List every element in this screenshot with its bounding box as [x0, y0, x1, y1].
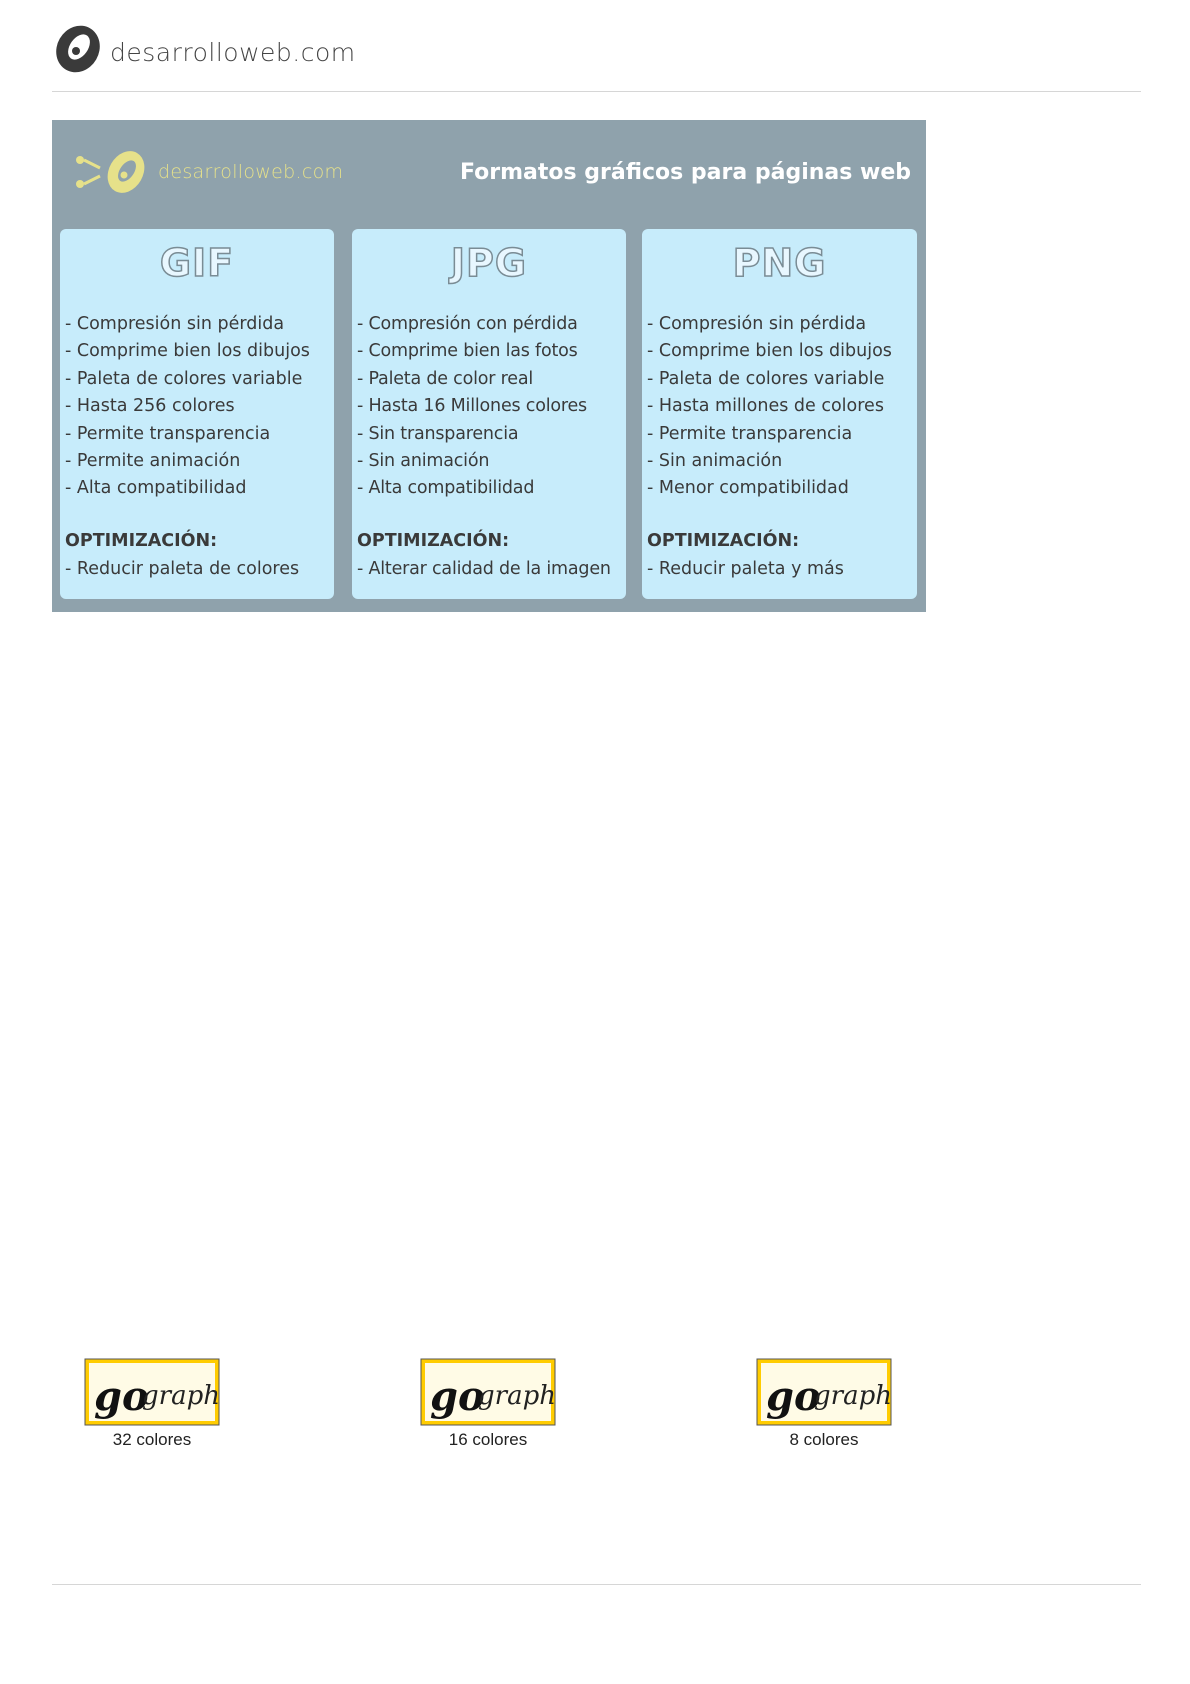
sample-32-colors [84, 1358, 220, 1450]
feature-item: - Hasta millones de colores [647, 396, 884, 417]
formats-infographic [52, 120, 926, 612]
panel-title: GIF [159, 241, 235, 285]
feature-item: - Permite transparencia [647, 423, 853, 444]
site-header [52, 18, 356, 78]
feature-list [65, 311, 310, 503]
infographic-brand-name: desarrolloweb.com [158, 161, 344, 183]
svg-text:go: go [766, 1373, 821, 1420]
feature-item: - Alta compatibilidad [65, 478, 247, 499]
footer-divider [52, 1584, 1141, 1585]
header-divider [52, 91, 1141, 92]
feature-item: - Compresión sin pérdida [647, 314, 867, 334]
brand-logo-icon [74, 146, 152, 198]
feature-item: - Comprime bien las fotos [357, 341, 578, 362]
svg-text:go: go [430, 1373, 485, 1420]
feature-item: - Sin transparencia [357, 423, 519, 444]
panel-title: PNG [732, 241, 827, 285]
feature-item: - Permite animación [65, 451, 241, 472]
site-name[interactable]: desarrolloweb.com [110, 37, 356, 67]
png-panel [642, 229, 917, 599]
optimization-item: - Alterar calidad de la imagen [357, 559, 611, 579]
optimization-item: - Reducir paleta de colores [65, 559, 300, 579]
feature-item: - Paleta de color real [357, 368, 534, 389]
feature-item: - Hasta 16 Millones colores [357, 396, 587, 417]
feature-list [357, 311, 587, 503]
feature-item: - Sin animación [647, 451, 783, 472]
sample-caption: 8 colores [789, 1430, 859, 1449]
gograph-logo-image [756, 1358, 892, 1426]
feature-item: - Menor compatibilidad [647, 478, 849, 499]
svg-text:go: go [94, 1373, 149, 1420]
feature-item: - Alta compatibilidad [357, 478, 535, 499]
gograph-logo-image [84, 1358, 220, 1426]
svg-text:graph: graph [478, 1381, 556, 1411]
feature-item: - Paleta de colores variable [647, 368, 885, 389]
feature-item: - Compresión sin pérdida [65, 314, 285, 334]
optimization-item: - Reducir paleta y más [647, 559, 844, 579]
sample-16-colors [420, 1358, 556, 1450]
infographic-brand [74, 146, 343, 198]
sample-caption: 32 colores [112, 1430, 192, 1449]
feature-item: - Compresión con pérdida [357, 314, 578, 334]
optimization-label: OPTIMIZACIÓN: [65, 531, 218, 551]
feature-list [647, 311, 892, 503]
panel-title: JPG [450, 241, 528, 285]
feature-item: - Comprime bien los dibujos [647, 341, 892, 362]
sample-caption: 16 colores [448, 1430, 528, 1449]
feature-item: - Comprime bien los dibujos [65, 341, 310, 362]
feature-item: - Hasta 256 colores [65, 396, 235, 417]
feature-item: - Paleta de colores variable [65, 368, 303, 389]
jpg-panel [352, 229, 626, 599]
optimization-label: OPTIMIZACIÓN: [357, 531, 510, 551]
svg-text:graph: graph [814, 1381, 892, 1411]
site-logo-icon[interactable] [52, 20, 104, 76]
gif-panel [60, 229, 334, 599]
feature-item: - Sin animación [357, 451, 490, 472]
gograph-logo-image [420, 1358, 556, 1426]
optimization-label: OPTIMIZACIÓN: [647, 531, 800, 551]
feature-item: - Permite transparencia [65, 423, 271, 444]
infographic-title: Formatos gráficos para páginas web [460, 160, 911, 185]
sample-8-colors [756, 1358, 892, 1450]
svg-text:graph: graph [142, 1381, 220, 1411]
